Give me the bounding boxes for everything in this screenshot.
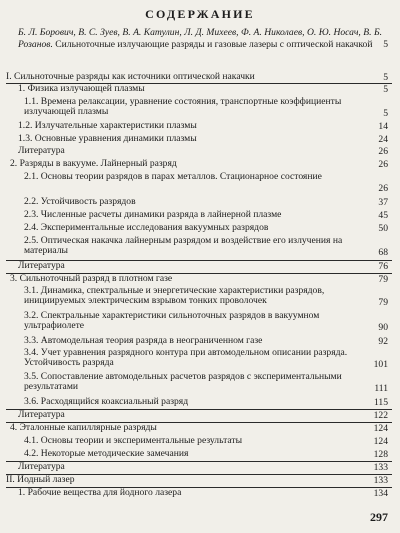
toc-entry — [0, 410, 400, 421]
toc-entry-page: 101 — [373, 358, 388, 370]
toc-entry-page: 5 — [383, 83, 388, 95]
intro-authors: Б. Л. Борович, В. С. Зуев, В. А. Катулин, Л. Д. Михеев, Ф. А. Николаев, О. Ю. Носач, В. Б. Розанов. — [18, 27, 382, 50]
toc-entry — [0, 274, 400, 285]
toc-entry-page: 68 — [378, 246, 388, 258]
intro-text: Сильноточные излучающие разряды и газовые лазеры с оптической накачкой — [55, 38, 373, 50]
toc-entry-title: 3.1. Динамика, спектральные и энергетические характеристики разрядов, инициируемых электрическим взрывом тонких проволочек — [24, 285, 325, 307]
divider — [6, 474, 392, 475]
toc-entry-title: 1.3. Основные уравнения динамики плазмы — [18, 133, 197, 144]
toc-entry-title: 1. Физика излучающей плазмы — [18, 83, 145, 94]
toc-entry-page: 26 — [378, 145, 388, 157]
toc-entry-page: 133 — [373, 461, 388, 473]
divider — [6, 260, 392, 261]
toc-entry-title: II. Иодный лазер — [6, 474, 75, 485]
toc-entry-title: 3.4. Учет уравнения разрядного контура при автомодельном описании разряда. Устойчивость разряда — [24, 347, 348, 369]
divider — [6, 409, 392, 410]
toc-entry-title: 1.1. Времена релаксации, уравнение состояния, транспортные коэффициенты излучающей плазмы — [24, 96, 342, 118]
toc-entry-page: 122 — [373, 409, 388, 421]
toc-entry — [0, 159, 400, 170]
toc-entry-title: 3.2. Спектральные характеристики сильноточных разрядов в вакуумном ультрафиолете — [24, 310, 320, 332]
intro-entry — [18, 27, 388, 51]
toc-entry-page: 26 — [378, 182, 388, 194]
toc-entry-title: Литература — [18, 260, 65, 271]
page-title: СОДЕРЖАНИЕ — [145, 7, 255, 21]
toc-entry — [0, 397, 400, 408]
toc-entry-title: 2.2. Устойчивость разрядов — [24, 196, 136, 207]
toc-entry-title: Литература — [18, 461, 65, 472]
toc-entry — [0, 84, 400, 95]
toc-entry-page: 128 — [373, 448, 388, 460]
toc-entry — [0, 436, 400, 447]
toc-entry-title: 3.6. Расходящийся коаксиальный разряд — [24, 396, 189, 407]
toc-entry-title: 4. Эталонные капиллярные разряды — [10, 422, 157, 433]
toc-entry — [0, 261, 400, 272]
toc-entry-page: 133 — [373, 474, 388, 486]
toc-entry-page: 111 — [374, 382, 388, 394]
divider — [6, 273, 392, 274]
toc-entry-page: 37 — [378, 196, 388, 208]
toc-entry — [0, 423, 400, 434]
toc-entry-page: 90 — [378, 321, 388, 333]
toc-entry-title: 2.4. Экспериментальные исследования вакуумных разрядов — [24, 222, 269, 233]
toc-entry-title: 1. Рабочие вещества для йодного лазера — [18, 487, 182, 498]
toc-entry — [0, 134, 400, 145]
toc-entry-page: 79 — [378, 296, 388, 308]
toc-entry — [0, 197, 400, 208]
toc-entry-title: 2.3. Численные расчеты динамики разряда в лайнерной плазме — [24, 209, 282, 220]
toc-entry — [0, 336, 400, 347]
toc-entry-title: I. Сильноточные разряды как источники оптической накачки — [6, 71, 255, 82]
toc-entry — [0, 488, 400, 499]
toc-entry-page: 5 — [383, 107, 388, 119]
toc-entry-title: 4.2. Некоторые методические замечания — [24, 448, 189, 459]
toc-entry — [0, 97, 400, 119]
divider — [6, 487, 392, 488]
toc-entry — [0, 121, 400, 132]
toc-entry — [0, 462, 400, 473]
toc-entry-page: 79 — [378, 273, 388, 285]
toc-entry — [0, 449, 400, 460]
toc-entry-page: 24 — [378, 133, 388, 145]
toc-entry-title: 2.5. Оптическая накачка лайнерным разрядом и воздействие его излучения на материалы — [24, 235, 343, 257]
toc-entry-page: 50 — [378, 222, 388, 234]
toc-entry — [0, 348, 400, 370]
divider — [6, 83, 392, 84]
toc-entry-page: 124 — [373, 422, 388, 434]
page-number: 297 — [370, 510, 388, 524]
toc-entry-title: 2.1. Основы теории разрядов в парах металлов. Стационарное состояние — [24, 171, 322, 182]
toc-entry-title: Литература — [18, 409, 65, 420]
toc-entry-page: 26 — [378, 158, 388, 170]
toc-entry-page: 134 — [373, 487, 388, 499]
toc-entry — [0, 311, 400, 333]
toc-entry-title: 3.5. Сопоставление автомодельных расчетов разрядов с экспериментальными результатами — [24, 371, 342, 393]
toc-entry-title: 4.1. Основы теории и экспериментальные результаты — [24, 435, 243, 446]
divider — [6, 461, 392, 462]
toc-entry — [0, 372, 400, 394]
toc-entry — [0, 475, 400, 486]
toc-entry — [0, 223, 400, 234]
toc-entry — [0, 236, 400, 258]
toc-entry-title: 1.2. Излучательные характеристики плазмы — [18, 120, 197, 131]
toc-entry — [0, 146, 400, 157]
toc-entry-title: Литература — [18, 145, 65, 156]
toc-entry-page: 14 — [378, 120, 388, 132]
toc-entry-page: 124 — [373, 435, 388, 447]
toc-entry-page: 76 — [378, 260, 388, 272]
toc-entry — [0, 286, 400, 308]
toc-entry-page: 45 — [378, 209, 388, 221]
toc-entry-page: 92 — [378, 335, 388, 347]
toc-entry-title: 2. Разряды в вакууме. Лайнерный разряд — [10, 158, 177, 169]
toc-entry-page: 115 — [373, 396, 388, 408]
toc-entry-page: 5 — [383, 71, 388, 83]
toc-entry — [0, 172, 400, 194]
toc-entry — [0, 72, 400, 83]
intro-page: 5 — [383, 38, 388, 50]
toc-entry-title: 3.3. Автомодельная теория разряда в неограниченном газе — [24, 335, 263, 346]
toc-entry — [0, 210, 400, 221]
divider — [6, 422, 392, 423]
toc-entry-title: 3. Сильноточный разряд в плотном газе — [10, 273, 173, 284]
